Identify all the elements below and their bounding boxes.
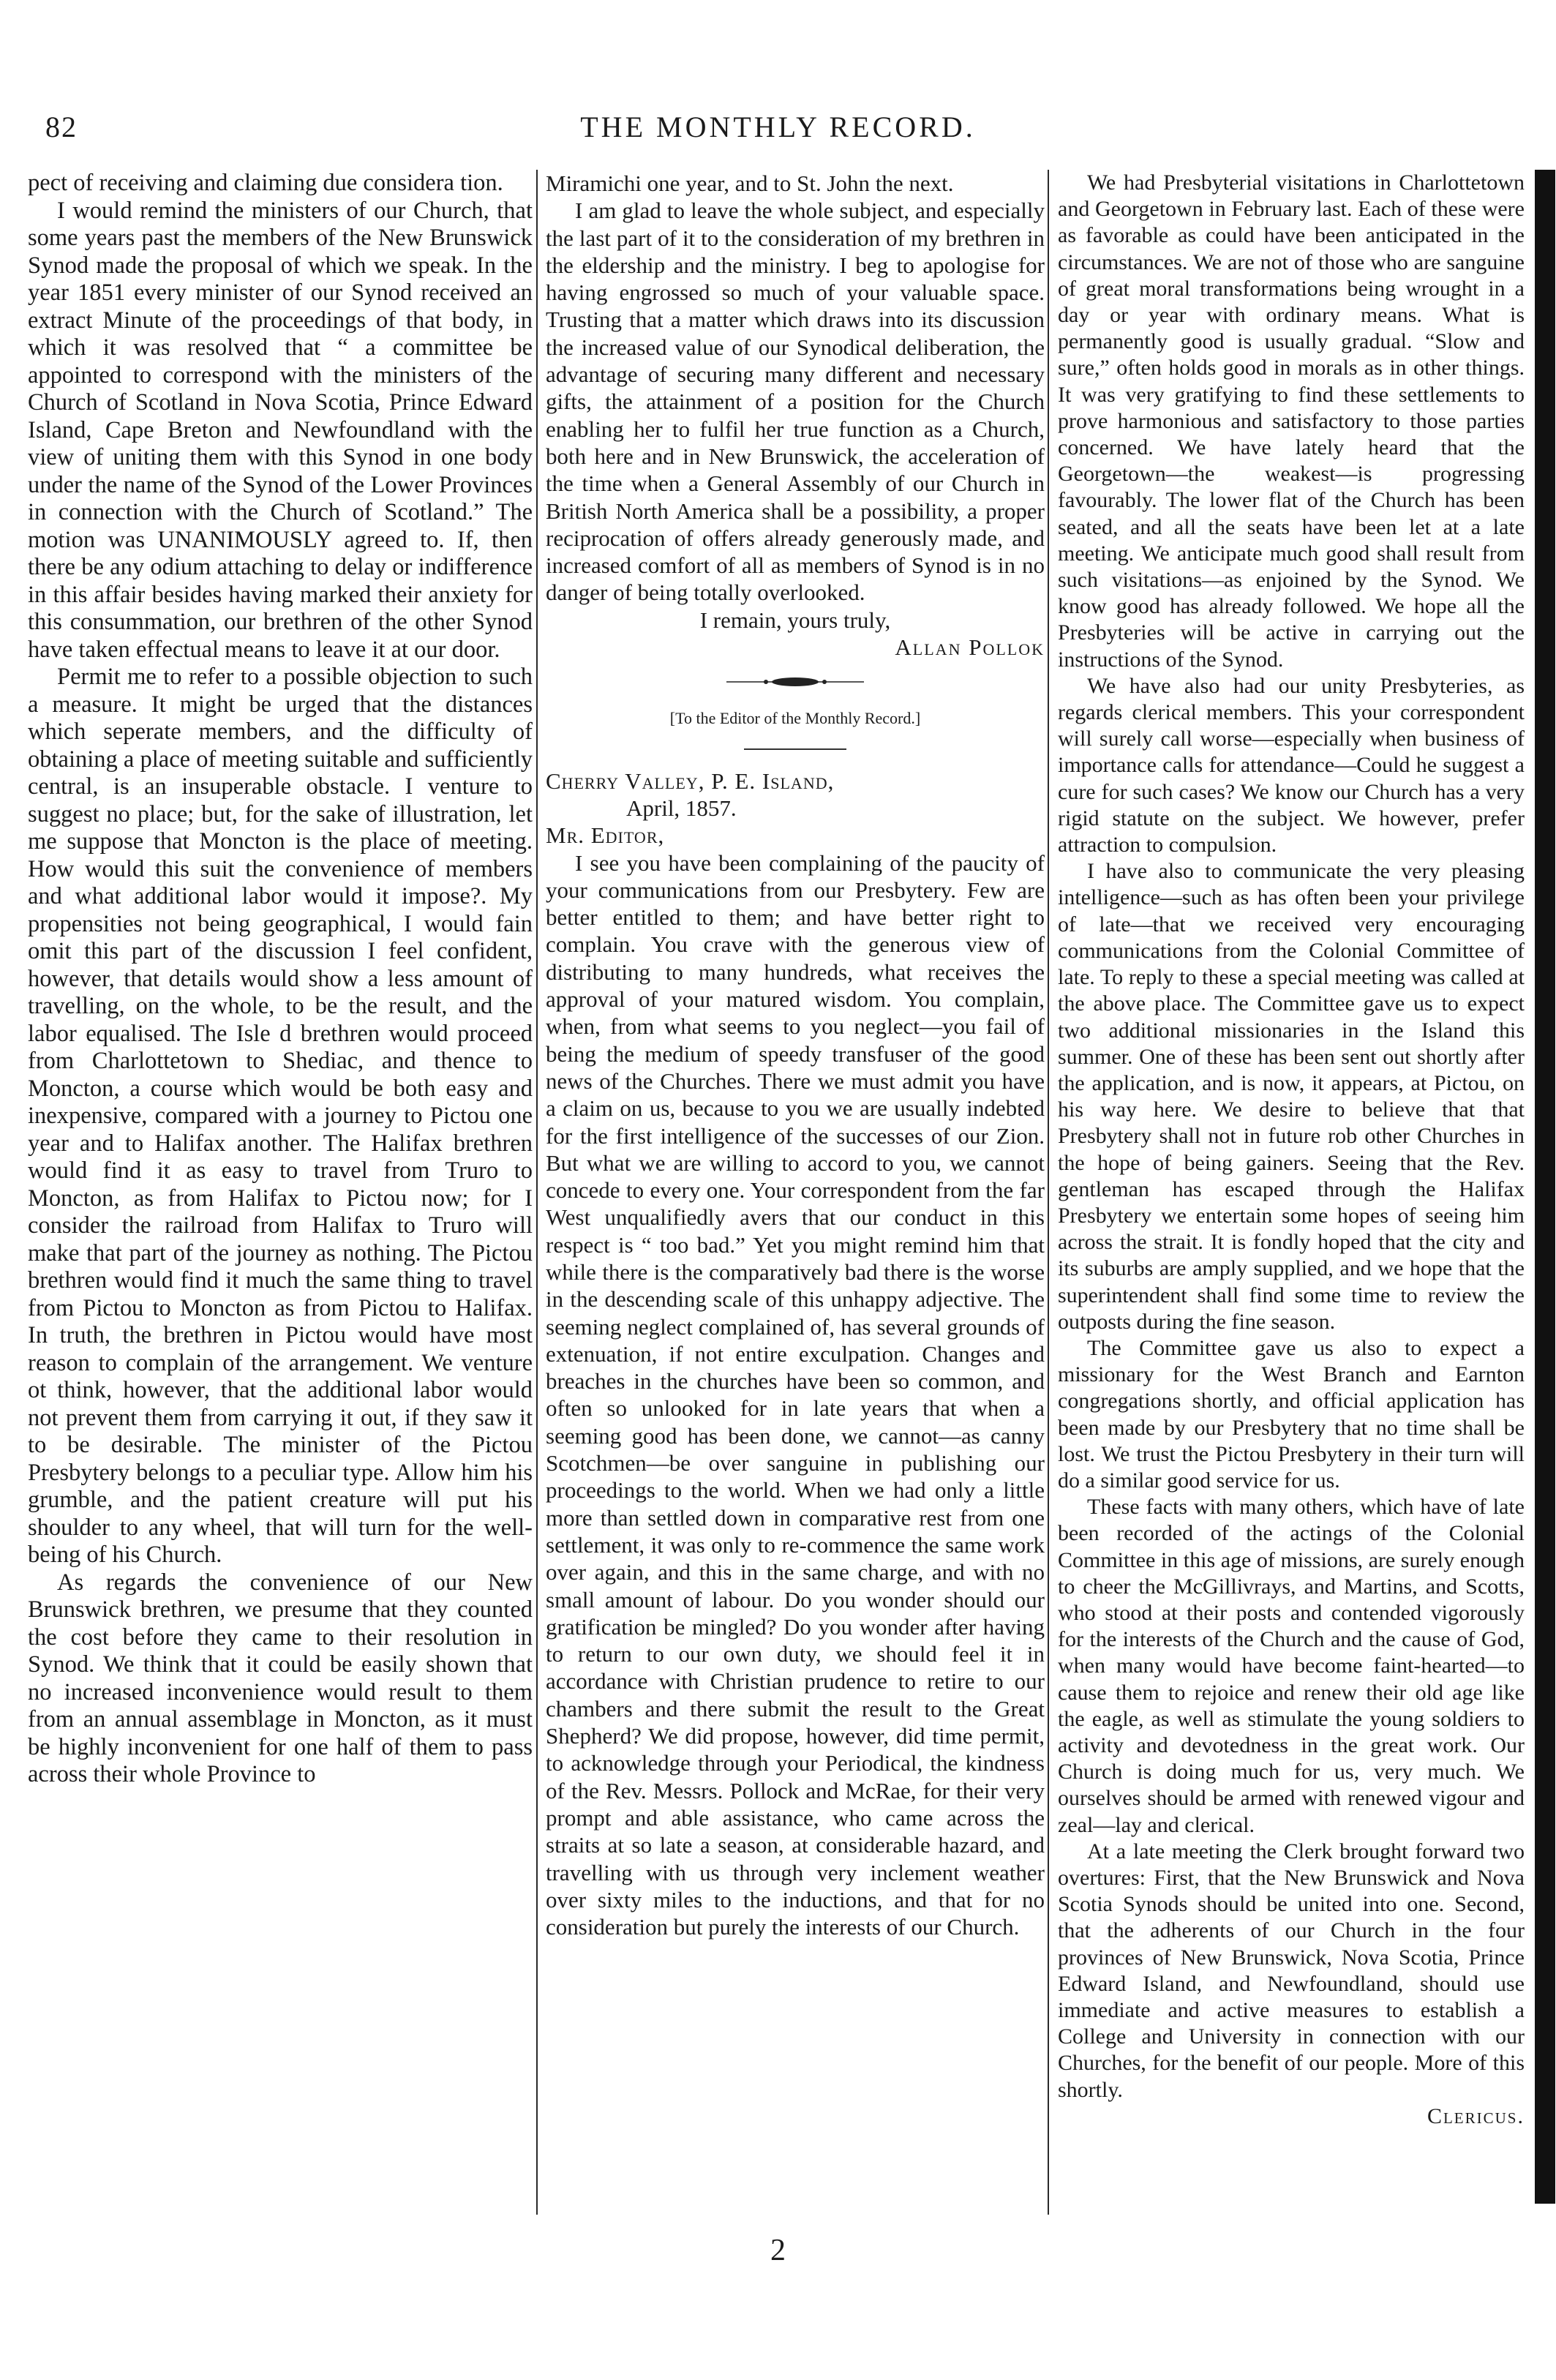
running-title: THE MONTHLY RECORD.: [580, 110, 976, 143]
paragraph: The Committee gave us also to expect a missionary for the West Branch and Earnton congregations shortly, and official application has been made by our Presbytery that no time shall be lost. We trust the Pictou Presbytery in their turn will do a similar good service for us.: [1058, 1335, 1525, 1493]
signature-mark: 2: [770, 2234, 786, 2267]
column-1: [28, 170, 533, 2218]
paragraph: I would remind the ministers of our Church, that some years past the members of the New Brunswick Synod made the proposal of which we speak. In the year 1851 every minister of our Synod received an extract Minute of the proceedings of that body, in which it was resolved that “ a committee be appointed to correspond with the ministers of the Church of Scotland in Nova Scotia, Prince Edward Island, Cape Breton and Newfoundland with the view of uniting them with this Synod in one body under the name of the Synod of the Lower Provinces in connection with the Church of Scotland.” The motion was UNANIMOUSLY agreed to. If, then there be any odium attaching to delay or indifference in this affair besides having marked their anxiety for this consummation, our brethren of the other Synod have taken effectual means to leave it at our door.: [28, 197, 533, 663]
page-header: [29, 110, 1527, 154]
page-number: 82: [45, 110, 78, 143]
paragraph: I see you have been complaining of the paucity of your communications from our Presbytery. Few are better entitled to them; and have better right to complain. You crave with the generous view of distributing to many hundreds, what receives the approval of your matured wisdom. You complain, when, from what seems to you neglect—you fail of being the medium of speedy transfuser of the good news of the Churches. There we must admit you have a claim on us, because to you we are usually indebted for the first intelligence of the successes of our Zion. But what we are willing to accord to you, we cannot concede to every one. Your correspondent from the far West unqualifiedly avers that our conduct in this respect is “ too bad.” Yet you might remind him that while there is the comparatively bad there is the worse in the descending scale of this unhappy adjective. The seeming neglect complained of, has several grounds of extenuation, if not entire exculpation. Changes and breaches in the churches have been so common, and often so unlooked for in late years that when a seeming good has been done, we cannot—as canny Scotchmen—be over sanguine in publishing our proceedings to the world. When we had only a little more than settled down in comparative rest from one settlement, it was only to re-commence the same work over again, and this in the same charge, and with no small amount of labour. Do you wonder should our gratification be mingled? Do you wonder after having to return to our own duty, we should feel it in accordance with Christian prudence to retire to our chambers and there submit the result to the Great Shepherd? We did propose, however, did time permit, to acknowledge through your Periodical, the kindness of the Rev. Messrs. Pollock and McRae, for their very prompt and able assistance, who came across the straits at so late a season, at considerable hazard, and travelling with us through very inclement weather over sixty miles to the inductions, and that for no consideration but purely the interests of our Church.: [546, 849, 1045, 1940]
column-3: [1058, 170, 1525, 2218]
letter-signature: [1058, 2103, 1525, 2130]
salutation: Mr. Editor,: [546, 822, 665, 849]
paragraph: As regards the convenience of our New Brunswick brethren, we presume that they counted the cost before they came to their resolution in Synod. We think that it could be easily shown that no increased inconvenience would result to them from an annual assemblage in Moncton, as it must be highly inconvenient for one half of them to pass across their whole Province to: [28, 1569, 533, 1787]
paragraph: We have also had our unity Presbyteries, as regards clerical members. This your correspondent will surely call worse—especially when business of importance calls for attendance—Could he suggest a cure for such cases? We know our Church has a very rigid statute on the subject. We however, prefer attraction to compulsion.: [1058, 673, 1525, 857]
letter-signature: [546, 634, 1045, 661]
paragraph: We had Presbyterial visitations in Charlottetown and Georgetown in February last. Each of these were as favorable as could have been anticipated in the circumstances. We are not of those who are sanguine of great moral transformations being wrought in a day or year with ordinary means. What is permanently good is usually gradual. “Slow and sure,” often holds good in morals as in other things. It was very gratifying to find these settlements to prove harmonious and satisfactory to those parties concerned. We have lately heard that the Georgetown—the weakest—is progressing favourably. The lower flat of the Church has been seated, and all the seats have been let at a late meeting. We anticipate much good shall result from such visitations—as enjoined by the Synod. We know good has already followed. We hope all the Presbyteries will be active in carrying out the instructions of the Synod.: [1058, 170, 1525, 672]
dateline-date: April, 1857.: [626, 795, 737, 821]
paragraph: I have also to communicate the very pleasing intelligence—such as has often been your privilege of late—that we received very encouraging communications from the Colonial Committee of late. To reply to these a special meeting was called at the above place. The Committee gave us to expect two additional missionaries in the Island this summer. One of these has been sent out shortly after the application, and is now, it appears, at Pictou, on his way here. We desire to believe that that Presbytery shall not in future rob other Churches in the hope of being gainers. Seeing that the Rev. gentleman has escaped through the Halifax Presbytery we entertain some hopes of seeing him across the strait. It is fondly hoped that the city and its suburbs are amply supplied, and we hope that the superintendent shall find some time to review the outposts during the fine season.: [1058, 859, 1525, 1334]
text-columns: [28, 170, 1527, 2218]
paragraph: Permit me to refer to a possible objection to such a measure. It might be urged that the distances which seperate members, and the difficulty of obtaining a place of meeting suitable and sufficiently central, is an insuperable obstacle. I venture to suggest no place; but, for the sake of illustration, let me suppose that Moncton is the place of meeting. How would this suit the convenience of members and what additional labor would it impose?. My propensities not being geographical, I would fain omit this part of the discussion I feel confident, however, that details would show a less amount of travelling, on the whole, to be the result, and the labor equalised. The Isle d brethren would proceed from Charlottetown to Shediac, and thence to Moncton, a course which would be both easy and inexpensive, compared with a journey to Pictou one year and to Halifax another. The Halifax brethren would find it as easy to travel from Truro to Moncton, as from Halifax to Pictou now; for I consider the railroad from Halifax to Truro will make that part of the journey as nothing. The Pictou brethren would find it much the same thing to travel from Pictou to Moncton as from Pictou to Halifax. In truth, the brethren in Pictou would have most reason to complain of the arrangement. We venture ot think, however, that the additional labor would not prevent them from carrying it out, if they saw it to be desirable. The minister of the Pictou Presbytery belongs to a peculiar type. Allow him his grumble, and the patient creature will put his shoulder to any wheel, that will turn for the well-being of his Church.: [28, 664, 533, 1568]
signature-name: Clericus.: [1427, 2103, 1525, 2128]
paragraph: pect of receiving and claiming due considera tion.: [28, 170, 503, 196]
column-2: [546, 170, 1045, 2218]
paragraph: These facts with many others, which have of late been recorded of the actings of the Colonial Committee in this age of missions, are surely enough to cheer the McGillivrays, and Martins, and Scotts, who stood at their posts and contended vigorously for the interests of the Church and the cause of God, when many would have become faint-hearted—to cause them to rejoice and renew their old age like the eagle, as well as stimulate the young soldiers to activity and devotedness in the great work. Our Church is doing much for us, very much. We ourselves should be armed with renewed vigour and zeal—lay and clerical.: [1058, 1495, 1525, 1837]
signature-name: Allan Pollok: [895, 634, 1045, 661]
paragraph: At a late meeting the Clerk brought forward two overtures: First, that the New Brunswick and Nova Scotia Synods should be united into one. Second, that the adherents of our Church in the four provinces of New Brunswick, Nova Scotia, Prince Edward Island, and Newfoundland, should use immediate and active measures to establish a College and University in connection with our Churches, for the benefit of our people. More of this shortly.: [1058, 1839, 1525, 2102]
dateline-place: Cherry Valley, P. E. Island,: [546, 767, 835, 794]
editor-note: [To the Editor of the Monthly Record.]: [669, 709, 921, 728]
ornament-divider: [722, 674, 868, 690]
letter-closing: I remain, yours truly,: [699, 607, 891, 633]
short-divider: [744, 748, 846, 750]
paragraph: Miramichi one year, and to St. John the next.: [546, 170, 954, 196]
scan-edge-shadow: [1535, 170, 1555, 2204]
paragraph: I am glad to leave the whole subject, and especially the last part of it to the consideration of my brethren in the eldership and the ministry. I beg to apologise for having engrossed so much of your valuable space. Trusting that a matter which draws into its discussion the increased value of our Synodical deliberation, the advantage of securing many different and necessary gifts, the attainment of a position for the Church enabling her to fulfil her true function as a Church, both here and in New Brunswick, the acceleration of the time when a General Assembly of our Church in British North America shall be a possibility, a proper reciprocation of offers already generously made, and increased comfort of all as members of Synod is in no danger of being totally overlooked.: [546, 198, 1045, 606]
